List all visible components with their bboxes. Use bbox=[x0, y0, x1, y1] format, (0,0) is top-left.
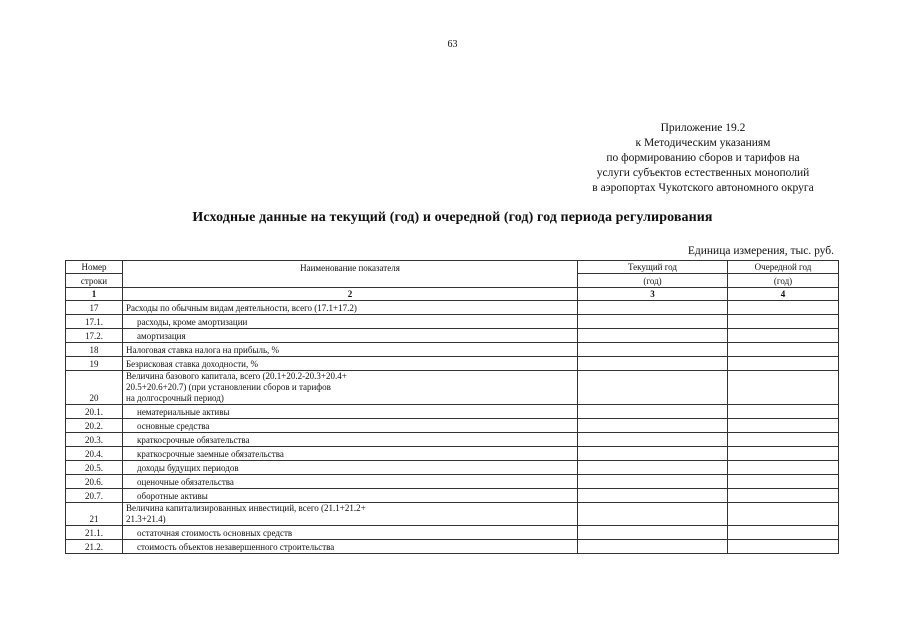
indicator-name-line: Величина капитализированных инвестиций, всего (21.1+21.2+ bbox=[126, 503, 366, 513]
indicator-name-line: Налоговая ставка налога на прибыль, % bbox=[126, 345, 280, 355]
indicator-name-line: 20.5+20.6+20.7) (при установлении сборов и тарифов bbox=[126, 382, 331, 392]
next-year-value bbox=[728, 405, 839, 419]
table-row bbox=[66, 301, 839, 315]
next-year-value bbox=[728, 433, 839, 447]
row-number: 17.2. bbox=[66, 329, 123, 343]
appendix-caption bbox=[560, 121, 846, 196]
header-next-year-line2: (год) bbox=[728, 274, 839, 288]
header-next-year: Очередной год bbox=[728, 261, 839, 274]
next-year-value bbox=[728, 447, 839, 461]
table-row bbox=[66, 540, 839, 554]
indicator-name-line: остаточная стоимость основных средств bbox=[137, 528, 293, 538]
current-year-value bbox=[578, 489, 728, 503]
row-number: 18 bbox=[66, 343, 123, 357]
table-row bbox=[66, 343, 839, 357]
indicator-name bbox=[123, 329, 578, 343]
table-row bbox=[66, 447, 839, 461]
appendix-line: Приложение 19.2 bbox=[660, 122, 746, 134]
current-year-value bbox=[578, 447, 728, 461]
row-number: 21.2. bbox=[66, 540, 123, 554]
indicator-name bbox=[123, 489, 578, 503]
row-number: 20.2. bbox=[66, 419, 123, 433]
next-year-value bbox=[728, 343, 839, 357]
next-year-value bbox=[728, 371, 839, 405]
row-number: 17 bbox=[66, 301, 123, 315]
row-number: 20.7. bbox=[66, 489, 123, 503]
table-row bbox=[66, 405, 839, 419]
indicator-name bbox=[123, 475, 578, 489]
header-indicator: Наименование показателя bbox=[123, 261, 578, 288]
indicator-name bbox=[123, 371, 578, 405]
page-number: 63 bbox=[447, 39, 458, 50]
indicator-name bbox=[123, 343, 578, 357]
current-year-value bbox=[578, 405, 728, 419]
next-year-value bbox=[728, 503, 839, 526]
next-year-value bbox=[728, 461, 839, 475]
row-number: 20.3. bbox=[66, 433, 123, 447]
indicator-name-line: оценочные обязательства bbox=[137, 477, 234, 487]
next-year-value bbox=[728, 419, 839, 433]
indicators-table bbox=[65, 260, 839, 554]
column-number: 2 bbox=[123, 288, 578, 301]
table-row bbox=[66, 461, 839, 475]
indicator-name bbox=[123, 461, 578, 475]
row-number: 19 bbox=[66, 357, 123, 371]
table-row bbox=[66, 433, 839, 447]
appendix-line: в аэропортах Чукотского автономного округа bbox=[592, 182, 814, 194]
row-number: 20.5. bbox=[66, 461, 123, 475]
next-year-value bbox=[728, 526, 839, 540]
current-year-value bbox=[578, 357, 728, 371]
table-row bbox=[66, 371, 839, 405]
indicator-name-line: краткосрочные обязательства bbox=[137, 435, 250, 445]
column-number-row bbox=[66, 288, 839, 301]
table-header-row bbox=[66, 261, 839, 274]
indicator-name bbox=[123, 540, 578, 554]
table-row bbox=[66, 489, 839, 503]
indicator-name bbox=[123, 526, 578, 540]
table-row bbox=[66, 475, 839, 489]
indicator-name-line: краткосрочные заемные обязательства bbox=[137, 449, 284, 459]
current-year-value bbox=[578, 461, 728, 475]
indicator-name-line: Расходы по обычным видам деятельности, всего (17.1+17.2) bbox=[126, 303, 357, 313]
table-row bbox=[66, 526, 839, 540]
column-number: 4 bbox=[728, 288, 839, 301]
row-number: 21.1. bbox=[66, 526, 123, 540]
header-current-year: Текущий год bbox=[578, 261, 728, 274]
indicator-name-line: нематериальные активы bbox=[137, 407, 230, 417]
column-number: 3 bbox=[578, 288, 728, 301]
row-number: 20.4. bbox=[66, 447, 123, 461]
row-number: 20 bbox=[66, 371, 123, 405]
row-number: 20.6. bbox=[66, 475, 123, 489]
appendix-line: по формированию сборов и тарифов на bbox=[606, 152, 800, 164]
table-row bbox=[66, 315, 839, 329]
row-number: 17.1. bbox=[66, 315, 123, 329]
current-year-value bbox=[578, 371, 728, 405]
indicator-name-line: Величина базового капитала, всего (20.1+20.2-20.3+20.4+ bbox=[126, 371, 347, 381]
current-year-value bbox=[578, 315, 728, 329]
current-year-value bbox=[578, 343, 728, 357]
current-year-value bbox=[578, 433, 728, 447]
indicator-name-line: стоимость объектов незавершенного строительства bbox=[137, 542, 335, 552]
indicator-name bbox=[123, 503, 578, 526]
table-row bbox=[66, 329, 839, 343]
appendix-line: к Методическим указаниям bbox=[635, 137, 771, 149]
column-number: 1 bbox=[66, 288, 123, 301]
next-year-value bbox=[728, 329, 839, 343]
next-year-value bbox=[728, 357, 839, 371]
header-current-year-line2: (год) bbox=[578, 274, 728, 288]
current-year-value bbox=[578, 419, 728, 433]
indicator-name bbox=[123, 447, 578, 461]
next-year-value bbox=[728, 301, 839, 315]
header-row-number: Номер bbox=[66, 261, 123, 274]
indicator-name bbox=[123, 357, 578, 371]
indicator-name bbox=[123, 433, 578, 447]
current-year-value bbox=[578, 526, 728, 540]
indicator-name bbox=[123, 405, 578, 419]
indicator-name-line: амортизация bbox=[137, 331, 186, 341]
unit-note: Единица измерения, тыс. руб. bbox=[687, 245, 834, 257]
indicator-name bbox=[123, 315, 578, 329]
current-year-value bbox=[578, 503, 728, 526]
table-row bbox=[66, 503, 839, 526]
document-title: Исходные данные на текущий (год) и очередной (год) год периода регулирования bbox=[192, 210, 713, 225]
current-year-value bbox=[578, 301, 728, 315]
current-year-value bbox=[578, 329, 728, 343]
next-year-value bbox=[728, 475, 839, 489]
indicator-name-line: на долгосрочный период) bbox=[126, 393, 224, 403]
row-number: 20.1. bbox=[66, 405, 123, 419]
indicator-name-line: 21.3+21.4) bbox=[126, 514, 166, 524]
indicator-name-line: оборотные активы bbox=[137, 491, 208, 501]
current-year-value bbox=[578, 540, 728, 554]
table-row bbox=[66, 419, 839, 433]
appendix-line: услуги субъектов естественных монополий bbox=[596, 167, 810, 179]
indicator-name-line: основные средства bbox=[137, 421, 210, 431]
current-year-value bbox=[578, 475, 728, 489]
indicator-name-line: доходы будущих периодов bbox=[137, 463, 239, 473]
indicator-name-line: Безрисковая ставка доходности, % bbox=[126, 359, 258, 369]
indicator-name bbox=[123, 419, 578, 433]
next-year-value bbox=[728, 489, 839, 503]
next-year-value bbox=[728, 315, 839, 329]
indicator-name bbox=[123, 301, 578, 315]
next-year-value bbox=[728, 540, 839, 554]
table-row bbox=[66, 357, 839, 371]
header-row-number-line2: строки bbox=[66, 274, 123, 288]
indicator-name-line: расходы, кроме амортизации bbox=[137, 317, 248, 327]
row-number: 21 bbox=[66, 503, 123, 526]
